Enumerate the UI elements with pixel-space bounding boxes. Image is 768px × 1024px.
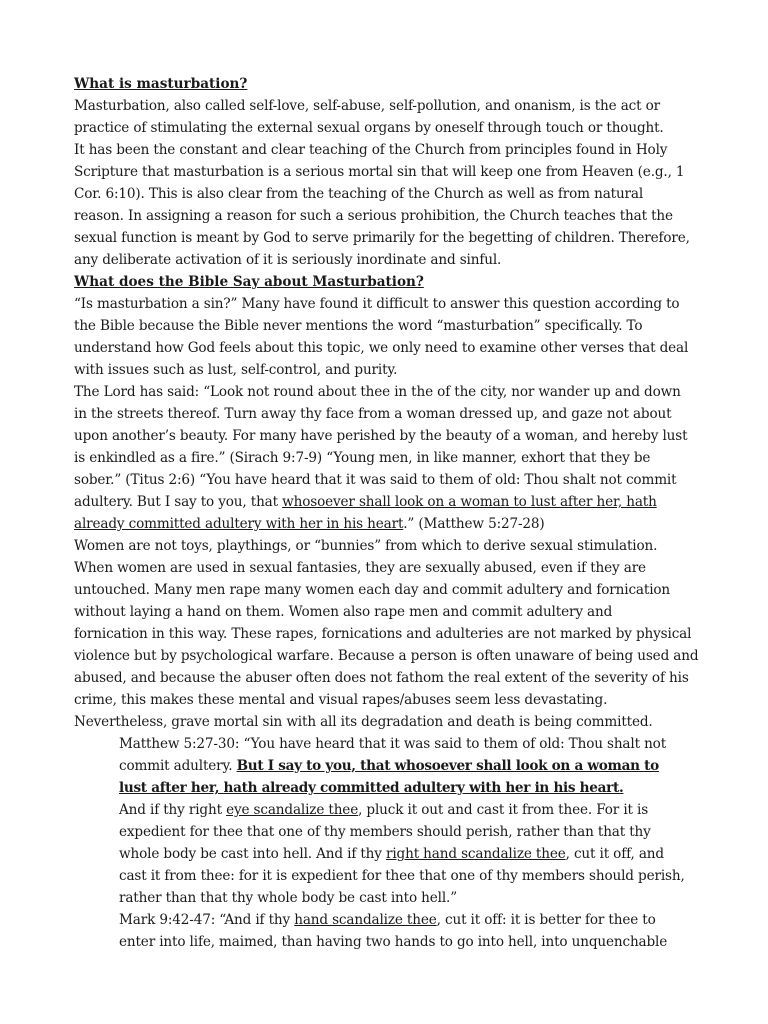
text-line: It has been the constant and clear teaching of the Church from principles found in Holy xyxy=(74,142,668,158)
text-run: .” (Matthew 5:27-28) xyxy=(403,516,545,532)
text-line: sexual function is meant by God to serve primarily for the begetting of children. Therefore, xyxy=(74,230,690,246)
text-line: with issues such as lust, self-control, and purity. xyxy=(74,362,398,378)
text-line: Nevertheless, grave mortal sin with all its degradation and death is being committed. xyxy=(74,714,653,730)
text-line: The Lord has said: “Look not round about thee in the of the city, nor wander up and down xyxy=(74,384,681,400)
quote-line-mixed xyxy=(74,755,704,777)
text-run: , cut it off: it is better for thee to xyxy=(436,912,656,928)
text-line: understand how God feels about this topic, we only need to examine other verses that deal xyxy=(74,340,689,356)
quote-line-mixed xyxy=(74,799,704,821)
text-run: Mark 9:42-47: “And if thy xyxy=(119,912,295,928)
text-line: fornication in this way. These rapes, fornications and adulteries are not marked by physical xyxy=(74,626,692,642)
text-run: commit adultery. xyxy=(119,758,237,774)
text-line: the Bible because the Bible never mentions the word “masturbation” specifically. To xyxy=(74,318,643,334)
bold-underlined-text: lust after her, hath already committed adultery with her in his heart. xyxy=(119,780,624,796)
text-line: is enkindled as a fire.” (Sirach 9:7-9) “Young men, in like manner, exhort that they be xyxy=(74,450,651,466)
text-line: When women are used in sexual fantasies, they are sexually abused, even if they are xyxy=(74,560,646,576)
text-line: abused, and because the abuser often does not fathom the real extent of the severity of his xyxy=(74,670,689,686)
underlined-text: right hand scandalize thee xyxy=(386,846,566,862)
quote-line: enter into life, maimed, than having two hands to go into hell, into unquenchable xyxy=(119,934,668,950)
text-line: Women are not toys, playthings, or “bunnies” from which to derive sexual stimulation. xyxy=(74,538,658,554)
text-line: crime, this makes these mental and visual rapes/abuses seem less devastating. xyxy=(74,692,608,708)
text-line: “Is masturbation a sin?” Many have found it difficult to answer this question according to xyxy=(74,296,680,312)
text-line: Cor. 6:10). This is also clear from the teaching of the Church as well as from natural xyxy=(74,186,644,202)
text-run: , cut it off, and xyxy=(565,846,664,862)
bold-underlined-text: But I say to you, that whosoever shall look on a woman to xyxy=(236,758,659,774)
text-line: practice of stimulating the external sexual organs by oneself through touch or thought. xyxy=(74,120,664,136)
text-line-mixed xyxy=(74,491,704,513)
text-line-mixed xyxy=(74,513,704,535)
text-line: violence but by psychological warfare. Because a person is often unaware of being used and xyxy=(74,648,699,664)
text-line: any deliberate activation of it is seriously inordinate and sinful. xyxy=(74,252,502,268)
quote-line: expedient for thee that one of thy members should perish, rather than that thy xyxy=(119,824,651,840)
text-line: upon another’s beauty. For many have perished by the beauty of a woman, and hereby lust xyxy=(74,428,688,444)
text-run: , pluck it out and cast it from thee. For it is xyxy=(358,802,649,818)
underlined-text: already committed adultery with her in his heart xyxy=(74,516,404,532)
heading-what-is: What is masturbation? xyxy=(74,76,248,92)
underlined-text: hand scandalize thee xyxy=(294,912,437,928)
quote-line-mixed xyxy=(74,909,704,931)
quote-line: cast it from thee: for it is expedient for thee that one of thy members should perish, xyxy=(119,868,685,884)
quote-line: Matthew 5:27-30: “You have heard that it was said to them of old: Thou shalt not xyxy=(119,736,667,752)
text-line: reason. In assigning a reason for such a serious prohibition, the Church teaches that the xyxy=(74,208,673,224)
underlined-text: whosoever shall look on a woman to lust after her, hath xyxy=(282,494,657,510)
text-line: without laying a hand on them. Women also rape men and commit adultery and xyxy=(74,604,613,620)
text-run: And if thy right xyxy=(119,802,227,818)
quote-line: rather than that thy whole body be cast into hell.” xyxy=(119,890,458,906)
text-line: untouched. Many men rape many women each day and commit adultery and fornication xyxy=(74,582,671,598)
document-body xyxy=(74,73,704,953)
text-run: adultery. But I say to you, that xyxy=(74,494,283,510)
text-line: in the streets thereof. Turn away thy face from a woman dressed up, and gaze not about xyxy=(74,406,672,422)
text-line: Masturbation, also called self-love, self-abuse, self-pollution, and onanism, is the act or xyxy=(74,98,661,114)
heading-bible: What does the Bible Say about Masturbation? xyxy=(74,274,424,290)
quote-line-mixed xyxy=(74,843,704,865)
quote-line-mixed xyxy=(74,777,704,799)
text-line: Scripture that masturbation is a serious mortal sin that will keep one from Heaven (e.g., 1 xyxy=(74,164,685,180)
text-run: whole body be cast into hell. And if thy xyxy=(119,846,386,862)
text-line: sober.” (Titus 2:6) “You have heard that it was said to them of old: Thou shalt not commit xyxy=(74,472,677,488)
underlined-text: eye scandalize thee xyxy=(226,802,359,818)
